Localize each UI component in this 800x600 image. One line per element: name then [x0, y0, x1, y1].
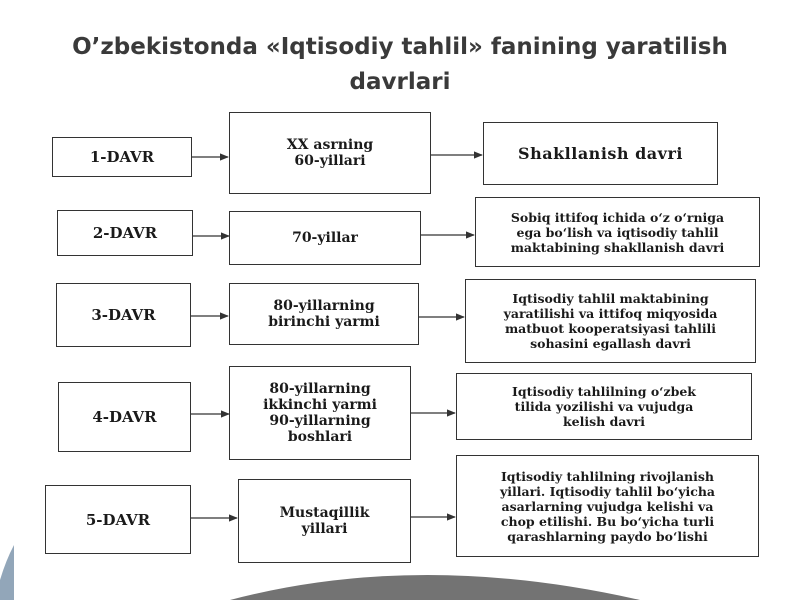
period-box-2: 2-DAVR — [57, 210, 193, 256]
desc-box-4: Iqtisodiy tahlilning o‘zbek tilida yozilishi va vujudga kelish davri — [456, 373, 752, 440]
date-box-2: 70-yillar — [229, 211, 421, 265]
date-box-4: 80-yillarning ikkinchi yarmi 90-yillarning boshlari — [229, 366, 411, 460]
period-box-5: 5-DAVR — [45, 485, 191, 554]
date-box-1: XX asrning 60-yillari — [229, 112, 431, 194]
slide-title: O’zbekistonda «Iqtisodiy tahlil» fanining yaratilish davrlari — [72, 34, 728, 95]
desc-box-1: Shakllanish davri — [483, 122, 718, 185]
desc-box-3: Iqtisodiy tahlil maktabining yaratilishi va ittifoq miqyosida matbuot kooperatsiyasi tahlili sohasini egallash davri — [465, 279, 756, 363]
date-box-5: Mustaqillik yillari — [238, 479, 411, 563]
period-box-1: 1-DAVR — [52, 137, 192, 177]
slide-decor-curve — [0, 540, 800, 600]
desc-box-2: Sobiq ittifoq ichida o‘z o‘rniga ega bo‘lish va iqtisodiy tahlil maktabining shakllanish davri — [475, 197, 760, 267]
period-box-3: 3-DAVR — [56, 283, 191, 347]
desc-box-5: Iqtisodiy tahlilning rivojlanish yillari. Iqtisodiy tahlil bo‘yicha asarlarning vujudga kelishi va chop etilishi. Bu bo‘yicha turli qarashlarning paydo bo‘lishi — [456, 455, 759, 557]
period-box-4: 4-DAVR — [58, 382, 191, 452]
date-box-3: 80-yillarning birinchi yarmi — [229, 283, 419, 345]
